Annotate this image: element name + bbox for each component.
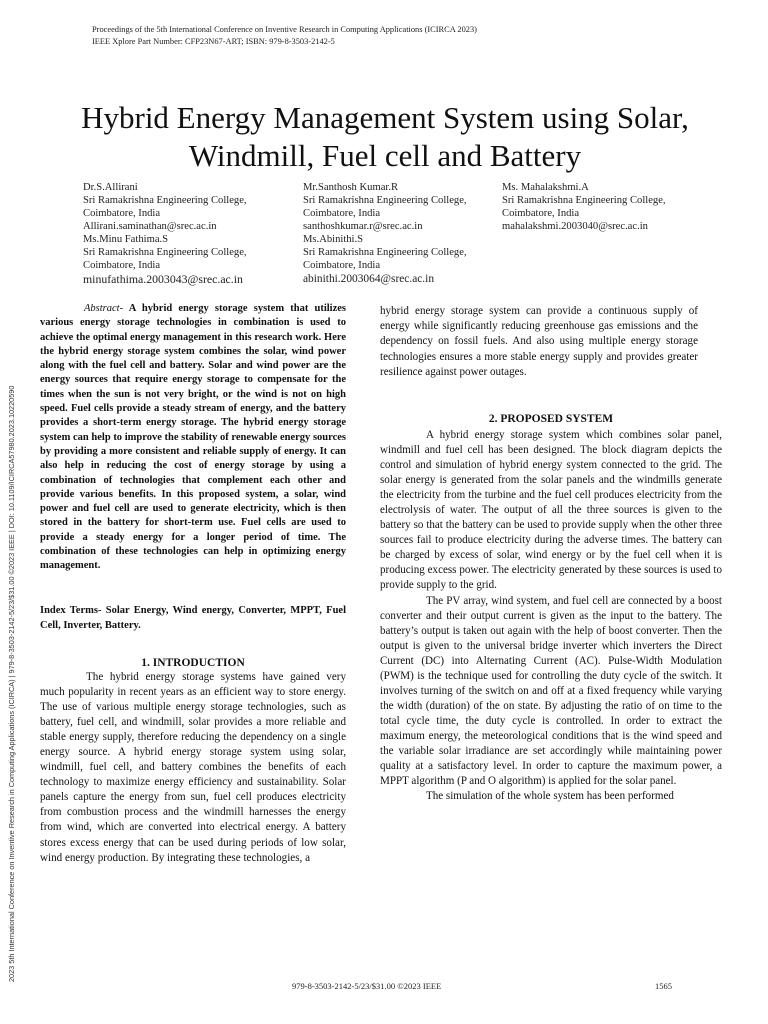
author-block: [303, 233, 467, 286]
page-number: 1565: [655, 981, 672, 991]
author-email: mahalakshmi.2003040@srec.ac.in: [502, 221, 648, 232]
continuation-paragraph: hybrid energy storage system can provide a continuous supply of energy while significantly reducing greenhouse gas emissions and the dependency on fossil fuels. And also using multiple energy storage technologies ensures a more stable energy supply and provides greater resilience against power outages.: [380, 305, 698, 378]
proposed-paragraph-3: The simulation of the whole system has been performed: [426, 790, 674, 803]
author-block: [502, 181, 666, 233]
proceedings-header: [92, 24, 477, 48]
author-email: santhoshkumar.r@srec.ac.in: [303, 221, 423, 232]
author-email: abinithi.2003064@srec.ac.in: [303, 273, 435, 285]
index-terms-text: Solar Energy, Wind energy, Converter, MPPT, Fuel Cell, Inverter, Battery.: [40, 605, 347, 631]
paper-title: [40, 99, 730, 175]
author-city: Coimbatore, India: [83, 260, 161, 271]
author-name: Ms.Minu Fathima.S: [83, 234, 169, 245]
author-city: Coimbatore, India: [303, 208, 381, 219]
section-heading-proposed-system: 2. PROPOSED SYSTEM: [488, 413, 614, 425]
author-city: Coimbatore, India: [83, 208, 161, 219]
abstract-lead: Abstract-: [84, 303, 124, 314]
proposed-system-body: [380, 428, 722, 804]
author-city: Coimbatore, India: [502, 208, 580, 219]
author-city: Coimbatore, India: [303, 260, 381, 271]
author-affiliation: Sri Ramakrishna Engineering College,: [83, 247, 247, 258]
section-heading-introduction: 1. INTRODUCTION: [141, 657, 245, 669]
introduction-body: [40, 670, 346, 866]
right-column-continuation: [380, 304, 698, 380]
author-name: Ms. Mahalakshmi.A: [502, 182, 589, 193]
index-terms: [40, 604, 346, 633]
author-block: [83, 181, 247, 233]
title-line-1: Hybrid Energy Management System using Solar,: [81, 100, 689, 135]
author-affiliation: Sri Ramakrishna Engineering College,: [502, 195, 666, 206]
proposed-paragraph-2: The PV array, wind system, and fuel cell are connected by a boost converter and their output current is given as the input to the battery. The battery’s output is taken out again with the help of boost converter. Then the output is given to the universal bridge inverter which inverters the Direct Current (DC) into Alternating Current (AC). Pulse-Width Modulation (PWM) is the technique used for controlling the duty cycle of the switch. It involves turning of the switch on and off at a fixed frequency while varying the width (duration) of the on state. By adjusting the ratio of on time to the total cycle time, the duty cycle is controlled. In order to extract the maximum energy, the meteorological conditions that is the wind speed and the variable solar irradiance are set accordingly while maintaining power quality at a satisfactory level. In order to capture the maximum power, a MPPT algorithm (P and O algorithm) is applied for the solar panel.: [380, 594, 722, 788]
title-line-2: Windmill, Fuel cell and Battery: [188, 138, 582, 173]
author-name: Dr.S.Allirani: [83, 182, 138, 193]
proposed-paragraph-1: A hybrid energy storage system which combines solar panel, windmill and fuel cell has been designed. The block diagram depicts the control and simulation of hybrid energy system connected to the grid. The solar energy is generated from the solar panels and the windmills generate the electricity from the turbine and the fuel cell produces electricity from the electrolysis of water. The output of all the three sources is given to the battery so that the battery can be used to provide supply when the other three sources fail to produce electricity during the adverse times. The battery can be charged by excess of solar, wind energy or by the fuel cell when it is producing excess power. The electricity generated by these sources is used to provide supply to the grid.: [380, 429, 722, 592]
header-line-1: Proceedings of the 5th International Conference on Inventive Research in Computing Applications (ICIRCA 2023): [92, 25, 477, 34]
author-affiliation: Sri Ramakrishna Engineering College,: [303, 195, 467, 206]
author-affiliation: Sri Ramakrishna Engineering College,: [303, 247, 467, 258]
footer-copyright: 979-8-3503-2142-5/23/$31.00 ©2023 IEEE: [292, 981, 442, 991]
author-affiliation: Sri Ramakrishna Engineering College,: [83, 195, 247, 206]
author-name: Mr.Santhosh Kumar.R: [303, 182, 399, 193]
side-doi-note: 2023 5th International Conference on Inventive Research in Computing Applications (ICIRCA) | 979-8-3503-2142-5/23/$31.00 ©2023 IEEE | DOI: 10.1109/ICIRCA57980.2023.10220590: [7, 385, 16, 982]
abstract-text: A hybrid energy storage system that utilizes various energy storage technologies in combination is used to achieve the optimal energy management in this research work. Here the hybrid energy storage system combines the solar, wind power along with the fuel cell and battery. Solar and wind power are the energy sources that require energy storage to compensate for the times when the sun is not very bright, or the wind is not on high speed. Fuel cells provide a steady stream of energy, and the battery provides a short-term energy storage. The hybrid energy storage system can help to improve the stability of renewable energy sources by providing a more consistent and reliable supply of energy. It can also help in reducing the cost of energy storage by using a combination of technologies that complement each other and provide various benefits. In this proposed system, a solar, wind power and fuel cell are used to generate electricity, which is then stored in the battery for short-term use. Fuel cells are used to provide a steady energy for a longer period of time. The combination of these technologies can help in optimizing energy management.: [40, 303, 347, 572]
introduction-paragraph: The hybrid energy storage systems have gained very much popularity in recent years as an efficient way to store energy. The use of various multiple energy storage technologies, such as battery, fuel cell, and windmill, solar provides a more reliable and stable energy supply, therefore reducing the dependency on a single energy source. A hybrid energy storage system using solar, windmill, fuel cell, and battery combines the benefits of each technology to maximize energy efficiency and sustainability. Solar panels capture the energy from sun, fuel cell produces electricity from combustion process and the windmill harnesses the energy from wind, which are converted into electrical energy. A battery stores excess energy that can be used during periods of low solar, wind energy production. By integrating these technologies, a: [40, 671, 346, 864]
author-block: [303, 181, 467, 233]
author-name: Ms.Abinithi.S: [303, 234, 364, 245]
author-block: [83, 233, 247, 286]
abstract: [40, 302, 346, 574]
header-line-2: IEEE Xplore Part Number: CFP23N67-ART; ISBN: 979-8-3503-2142-5: [92, 37, 335, 46]
author-email: Allirani.saminathan@srec.ac.in: [83, 221, 217, 232]
author-email: minufathima.2003043@srec.ac.in: [83, 272, 243, 286]
index-terms-lead: Index Terms-: [40, 605, 102, 616]
